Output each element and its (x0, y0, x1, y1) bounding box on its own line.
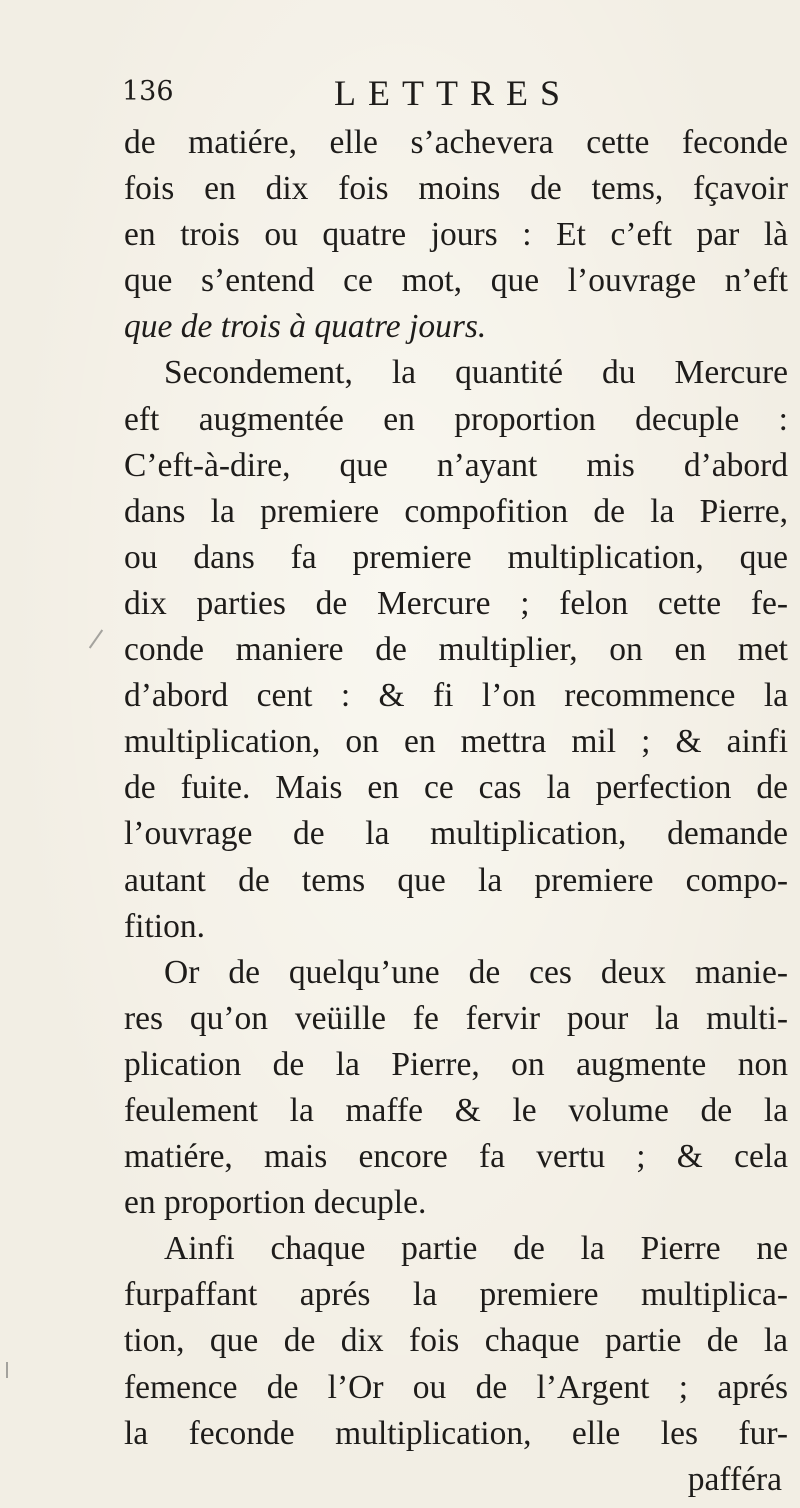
text-line: fois en dix fois moins de tems, fçavoir (124, 170, 788, 208)
text-line: Ainfi chaque partie de la Pierre ne (164, 1230, 788, 1268)
text-line: fition. (124, 907, 205, 945)
text-line: que de trois à quatre jours. (124, 308, 487, 346)
margin-mark (89, 629, 103, 648)
text-line: furpaffant aprés la premiere multiplica- (124, 1276, 788, 1314)
margin-mark (6, 1362, 8, 1378)
text-line: feulement la maffe & le volume de la (124, 1091, 788, 1129)
text-line: dix parties de Mercure ; felon cette fe- (124, 584, 788, 622)
text-line: multiplication, on en mettra mil ; & ainfi (124, 723, 788, 761)
body-text (124, 120, 788, 1503)
text-line: ou dans fa premiere multiplication, que (124, 538, 788, 576)
text-line: dans la premiere compofition de la Pierre, (124, 492, 788, 530)
text-line: en trois ou quatre jours : Et c’eft par là (124, 216, 788, 254)
text-line: que s’entend ce mot, que l’ouvrage n’eft (124, 262, 788, 300)
text-line: autant de tems que la premiere compo- (124, 861, 788, 899)
text-line: la feconde multiplication, elle les fur- (124, 1414, 788, 1452)
text-line: de matiére, elle s’achevera cette feconde (124, 124, 788, 161)
text-line: res qu’on veüille fe fervir pour la multi- (124, 999, 788, 1037)
page-number: 136 (122, 76, 174, 107)
text-line: de fuite. Mais en ce cas la perfection de (124, 769, 788, 807)
text-line: plication de la Pierre, on augmente non (124, 1045, 788, 1083)
catchword-text: pafféra (687, 1460, 782, 1498)
text-line: Secondement, la quantité du Mercure (164, 354, 788, 392)
catchword (124, 1457, 788, 1503)
text-line: en proportion decuple. (124, 1184, 427, 1222)
text-line: femence de l’Or ou de l’Argent ; aprés (124, 1368, 788, 1406)
text-line: Or de quelqu’une de ces deux manie- (164, 953, 788, 991)
text-line: tion, que de dix fois chaque partie de la (124, 1322, 788, 1360)
text-line: matiére, mais encore fa vertu ; & cela (124, 1138, 788, 1176)
text-line: conde maniere de multiplier, on en met (124, 631, 788, 669)
text-line: d’abord cent : & fi l’on recommence la (124, 677, 788, 715)
text-line: l’ouvrage de la multiplication, demande (124, 815, 788, 853)
page-header (122, 72, 682, 120)
text-line: eft augmentée en proportion decuple : (124, 400, 788, 438)
text-line: C’eft-à-dire, que n’ayant mis d’abord (124, 446, 788, 484)
running-head: LETTRES (334, 73, 572, 113)
